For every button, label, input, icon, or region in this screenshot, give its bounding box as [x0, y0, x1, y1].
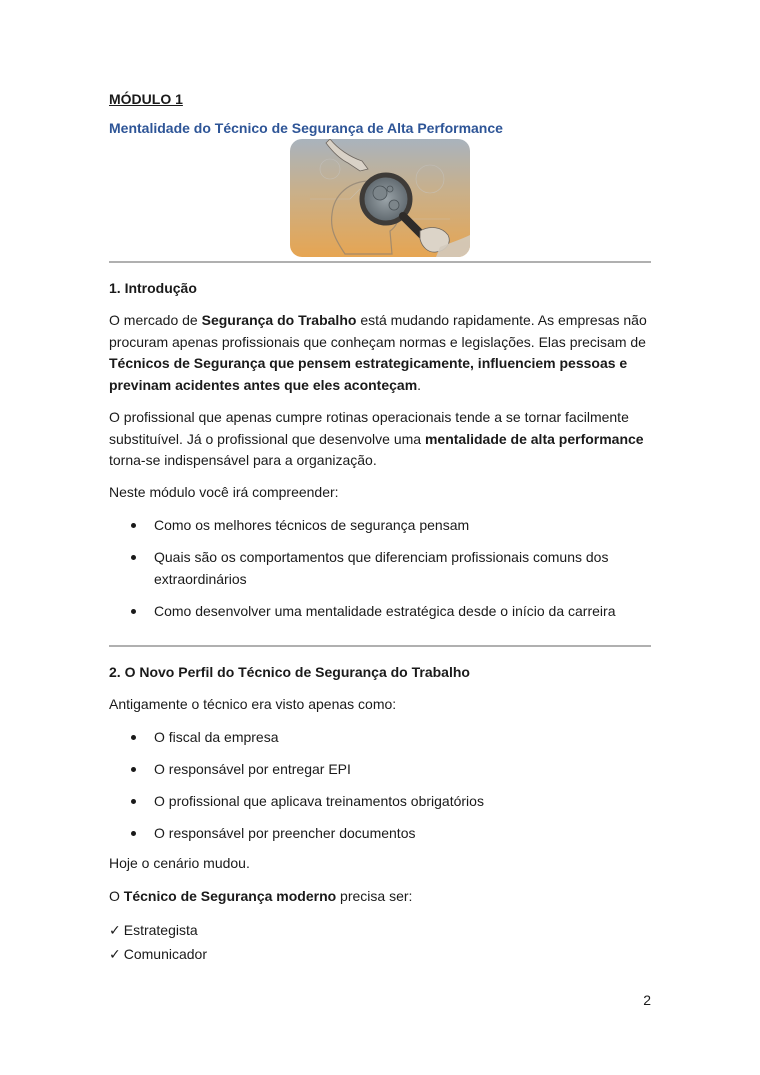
list-item: Quais são os comportamentos que diferenciam profissionais comuns dos extraordinários: [109, 546, 651, 590]
page-number: 2: [643, 992, 651, 1008]
section-1-title: 1. Introdução: [109, 280, 197, 296]
modern-profile-intro: O Técnico de Segurança moderno precisa ser:: [109, 888, 413, 904]
module-goals-list: [109, 514, 651, 632]
bullet-icon: [131, 735, 136, 740]
list-item: Como os melhores técnicos de segurança pensam: [109, 514, 651, 536]
module-title: MÓDULO 1: [109, 91, 183, 107]
section-divider: [109, 261, 651, 263]
bullet-icon: [131, 799, 136, 804]
module-subtitle: Mentalidade do Técnico de Segurança de Alta Performance: [109, 120, 503, 136]
section-2-title: 2. O Novo Perfil do Técnico de Segurança do Trabalho: [109, 664, 470, 680]
checklist-item: ✓ Estrategista: [109, 922, 198, 938]
old-profile-intro: Antigamente o técnico era visto apenas como:: [109, 696, 397, 712]
bullet-icon: [131, 555, 136, 560]
bullet-icon: [131, 831, 136, 836]
intro-paragraph-2: O profissional que apenas cumpre rotinas operacionais tende a se tornar facilmente substituível. Já o profissional que desenvolve uma mentalidade de alta performance torna-se indispensável para a organização.: [109, 409, 644, 468]
hero-illustration: [290, 139, 470, 257]
bullet-icon: [131, 523, 136, 528]
list-item: O fiscal da empresa: [109, 726, 651, 748]
list-item: Como desenvolver uma mentalidade estratégica desde o início da carreira: [109, 600, 651, 622]
scenario-change-text: Hoje o cenário mudou.: [109, 855, 250, 871]
intro-paragraph-3: Neste módulo você irá compreender:: [109, 484, 339, 500]
list-item: O profissional que aplicava treinamentos obrigatórios: [109, 790, 651, 812]
list-item: O responsável por entregar EPI: [109, 758, 651, 780]
checkmark-icon: ✓: [109, 946, 121, 962]
list-item: O responsável por preencher documentos: [109, 822, 651, 844]
checklist-item: ✓ Comunicador: [109, 946, 207, 962]
magnifier-head-illustration: [290, 139, 470, 257]
bullet-icon: [131, 767, 136, 772]
section-divider: [109, 645, 651, 647]
old-profile-list: [109, 726, 651, 854]
intro-paragraph-1: O mercado de Segurança do Trabalho está mudando rapidamente. As empresas não procuram apenas profissionais que conheçam normas e legislações. Elas precisam de Técnicos de Segurança que pensem estrategicamente, influenciem pessoas e previnam acidentes antes que eles aconteçam.: [109, 312, 647, 393]
checkmark-icon: ✓: [109, 922, 121, 938]
bullet-icon: [131, 609, 136, 614]
